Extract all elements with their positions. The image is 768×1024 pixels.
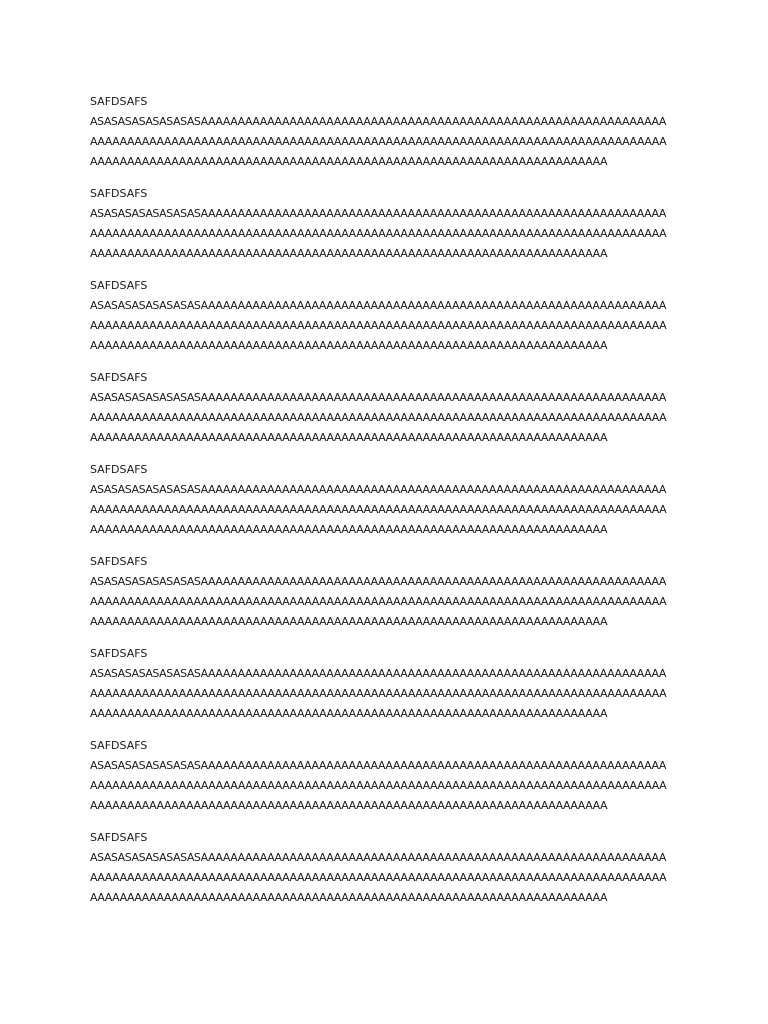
paragraph-line: AAAAAAAAAAAAAAAAAAAAAAAAAAAAAAAAAAAAAAAAAAAAAAAAAAAAAAAAAAAAAAAAAAAAAAAAAAAAAA: [90, 503, 667, 516]
paragraph-line: ASASASASASASASASAAAAAAAAAAAAAAAAAAAAAAAAAAAAAAAAAAAAAAAAAAAAAAAAAAAAAAAAAAAAAAA: [90, 207, 666, 220]
paragraph: [90, 460, 690, 540]
paragraph-heading: SAFDSAFS: [90, 371, 148, 384]
paragraph-heading: SAFDSAFS: [90, 95, 148, 108]
paragraph-line: AAAAAAAAAAAAAAAAAAAAAAAAAAAAAAAAAAAAAAAAAAAAAAAAAAAAAAAAAAAAAAAAAAAAAAAAAAAAAA: [90, 411, 667, 424]
paragraph-line: ASASASASASASASASAAAAAAAAAAAAAAAAAAAAAAAAAAAAAAAAAAAAAAAAAAAAAAAAAAAAAAAAAAAAAAA: [90, 483, 666, 496]
paragraph-line: AAAAAAAAAAAAAAAAAAAAAAAAAAAAAAAAAAAAAAAAAAAAAAAAAAAAAAAAAAAAAAAAAAAAAA: [90, 615, 608, 628]
paragraph: [90, 276, 690, 356]
paragraph-line: AAAAAAAAAAAAAAAAAAAAAAAAAAAAAAAAAAAAAAAAAAAAAAAAAAAAAAAAAAAAAAAAAAAAAA: [90, 431, 608, 444]
paragraph-line: AAAAAAAAAAAAAAAAAAAAAAAAAAAAAAAAAAAAAAAAAAAAAAAAAAAAAAAAAAAAAAAAAAAAAAAAAAAAAA: [90, 595, 667, 608]
paragraph-heading: SAFDSAFS: [90, 279, 148, 292]
paragraph-line: AAAAAAAAAAAAAAAAAAAAAAAAAAAAAAAAAAAAAAAAAAAAAAAAAAAAAAAAAAAAAAAAAAAAAA: [90, 247, 608, 260]
paragraph-line: AAAAAAAAAAAAAAAAAAAAAAAAAAAAAAAAAAAAAAAAAAAAAAAAAAAAAAAAAAAAAAAAAAAAAA: [90, 155, 608, 168]
paragraph-line: AAAAAAAAAAAAAAAAAAAAAAAAAAAAAAAAAAAAAAAAAAAAAAAAAAAAAAAAAAAAAAAAAAAAAA: [90, 891, 608, 904]
paragraph-line: ASASASASASASASASAAAAAAAAAAAAAAAAAAAAAAAAAAAAAAAAAAAAAAAAAAAAAAAAAAAAAAAAAAAAAAA: [90, 575, 666, 588]
paragraph-heading: SAFDSAFS: [90, 555, 148, 568]
paragraph-heading: SAFDSAFS: [90, 463, 148, 476]
paragraph-line: ASASASASASASASASAAAAAAAAAAAAAAAAAAAAAAAAAAAAAAAAAAAAAAAAAAAAAAAAAAAAAAAAAAAAAAA: [90, 667, 666, 680]
paragraph-heading: SAFDSAFS: [90, 187, 148, 200]
paragraph-line: AAAAAAAAAAAAAAAAAAAAAAAAAAAAAAAAAAAAAAAAAAAAAAAAAAAAAAAAAAAAAAAAAAAAAAAAAAAAAA: [90, 135, 667, 148]
paragraph-line: AAAAAAAAAAAAAAAAAAAAAAAAAAAAAAAAAAAAAAAAAAAAAAAAAAAAAAAAAAAAAAAAAAAAAAAAAAAAAA: [90, 779, 667, 792]
document-body: [90, 92, 690, 920]
paragraph-line: AAAAAAAAAAAAAAAAAAAAAAAAAAAAAAAAAAAAAAAAAAAAAAAAAAAAAAAAAAAAAAAAAAAAAAAAAAAAAA: [90, 687, 667, 700]
paragraph-line: AAAAAAAAAAAAAAAAAAAAAAAAAAAAAAAAAAAAAAAAAAAAAAAAAAAAAAAAAAAAAAAAAAAAAAAAAAAAAA: [90, 871, 667, 884]
paragraph-line: AAAAAAAAAAAAAAAAAAAAAAAAAAAAAAAAAAAAAAAAAAAAAAAAAAAAAAAAAAAAAAAAAAAAAAAAAAAAAA: [90, 319, 667, 332]
paragraph-line: AAAAAAAAAAAAAAAAAAAAAAAAAAAAAAAAAAAAAAAAAAAAAAAAAAAAAAAAAAAAAAAAAAAAAAAAAAAAAA: [90, 227, 667, 240]
paragraph-heading: SAFDSAFS: [90, 831, 148, 844]
paragraph: [90, 92, 690, 172]
paragraph: [90, 644, 690, 724]
paragraph-line: AAAAAAAAAAAAAAAAAAAAAAAAAAAAAAAAAAAAAAAAAAAAAAAAAAAAAAAAAAAAAAAAAAAAAA: [90, 523, 608, 536]
paragraph-line: ASASASASASASASASAAAAAAAAAAAAAAAAAAAAAAAAAAAAAAAAAAAAAAAAAAAAAAAAAAAAAAAAAAAAAAA: [90, 115, 666, 128]
paragraph: [90, 828, 690, 908]
paragraph-line: AAAAAAAAAAAAAAAAAAAAAAAAAAAAAAAAAAAAAAAAAAAAAAAAAAAAAAAAAAAAAAAAAAAAAA: [90, 707, 608, 720]
paragraph: [90, 184, 690, 264]
paragraph-heading: SAFDSAFS: [90, 739, 148, 752]
paragraph: [90, 368, 690, 448]
paragraph-line: AAAAAAAAAAAAAAAAAAAAAAAAAAAAAAAAAAAAAAAAAAAAAAAAAAAAAAAAAAAAAAAAAAAAAA: [90, 339, 608, 352]
paragraph-line: ASASASASASASASASAAAAAAAAAAAAAAAAAAAAAAAAAAAAAAAAAAAAAAAAAAAAAAAAAAAAAAAAAAAAAAA: [90, 299, 666, 312]
paragraph-line: ASASASASASASASASAAAAAAAAAAAAAAAAAAAAAAAAAAAAAAAAAAAAAAAAAAAAAAAAAAAAAAAAAAAAAAA: [90, 851, 666, 864]
paragraph: [90, 552, 690, 632]
paragraph-line: AAAAAAAAAAAAAAAAAAAAAAAAAAAAAAAAAAAAAAAAAAAAAAAAAAAAAAAAAAAAAAAAAAAAAA: [90, 799, 608, 812]
paragraph: [90, 736, 690, 816]
paragraph-heading: SAFDSAFS: [90, 647, 148, 660]
paragraph-line: ASASASASASASASASAAAAAAAAAAAAAAAAAAAAAAAAAAAAAAAAAAAAAAAAAAAAAAAAAAAAAAAAAAAAAAA: [90, 759, 666, 772]
paragraph-line: ASASASASASASASASAAAAAAAAAAAAAAAAAAAAAAAAAAAAAAAAAAAAAAAAAAAAAAAAAAAAAAAAAAAAAAA: [90, 391, 666, 404]
